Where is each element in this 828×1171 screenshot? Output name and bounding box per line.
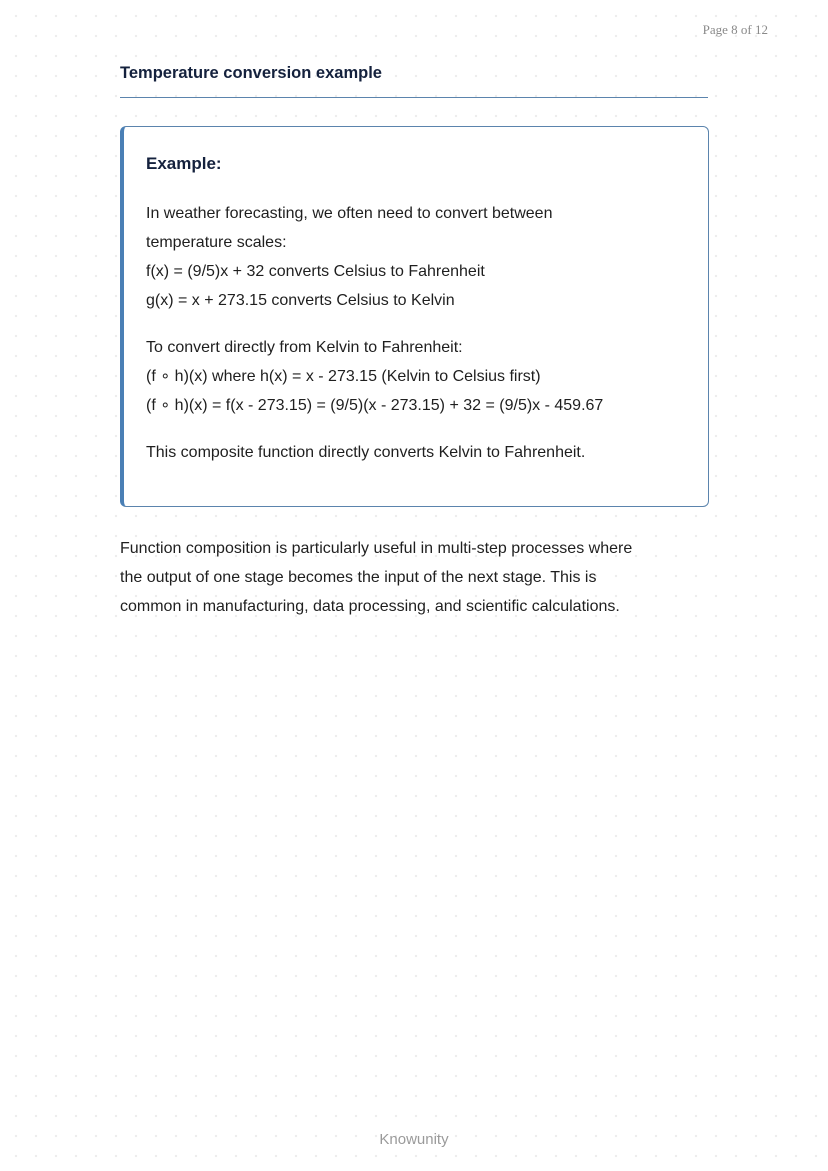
page-number: Page 8 of 12 [702,22,768,37]
formula-celsius-to-fahrenheit: f(x) = (9/5)x + 32 converts Celsius to Fahrenheit [146,263,485,280]
example-box [120,126,709,507]
body-line: common in manufacturing, data processing, and scientific calculations. [120,598,620,615]
example-intro [146,199,708,315]
footer-brand: Knowunity [379,1131,449,1148]
example-heading: Example: [146,154,222,173]
example-intro-line: temperature scales: [146,234,287,251]
example-method [146,333,708,420]
formula-celsius-to-kelvin: g(x) = x + 273.15 converts Celsius to Kelvin [146,292,455,309]
section-title: Temperature conversion example [120,64,382,82]
body-line: Function composition is particularly useful in multi-step processes where [120,540,633,557]
example-conclusion [146,438,708,467]
formula-composition-definition: (f ∘ h)(x) where h(x) = x - 273.15 (Kelvin to Celsius first) [146,368,541,385]
formula-composition-result: (f ∘ h)(x) = f(x - 273.15) = (9/5)(x - 273.15) + 32 = (9/5)x - 459.67 [146,397,604,414]
body-paragraph [120,534,720,621]
title-divider [120,97,708,98]
example-method-line: To convert directly from Kelvin to Fahrenheit: [146,339,463,356]
example-conclusion-line: This composite function directly converts Kelvin to Fahrenheit. [146,444,586,461]
body-line: the output of one stage becomes the input of the next stage. This is [120,569,597,586]
example-intro-line: In weather forecasting, we often need to convert between [146,205,553,222]
